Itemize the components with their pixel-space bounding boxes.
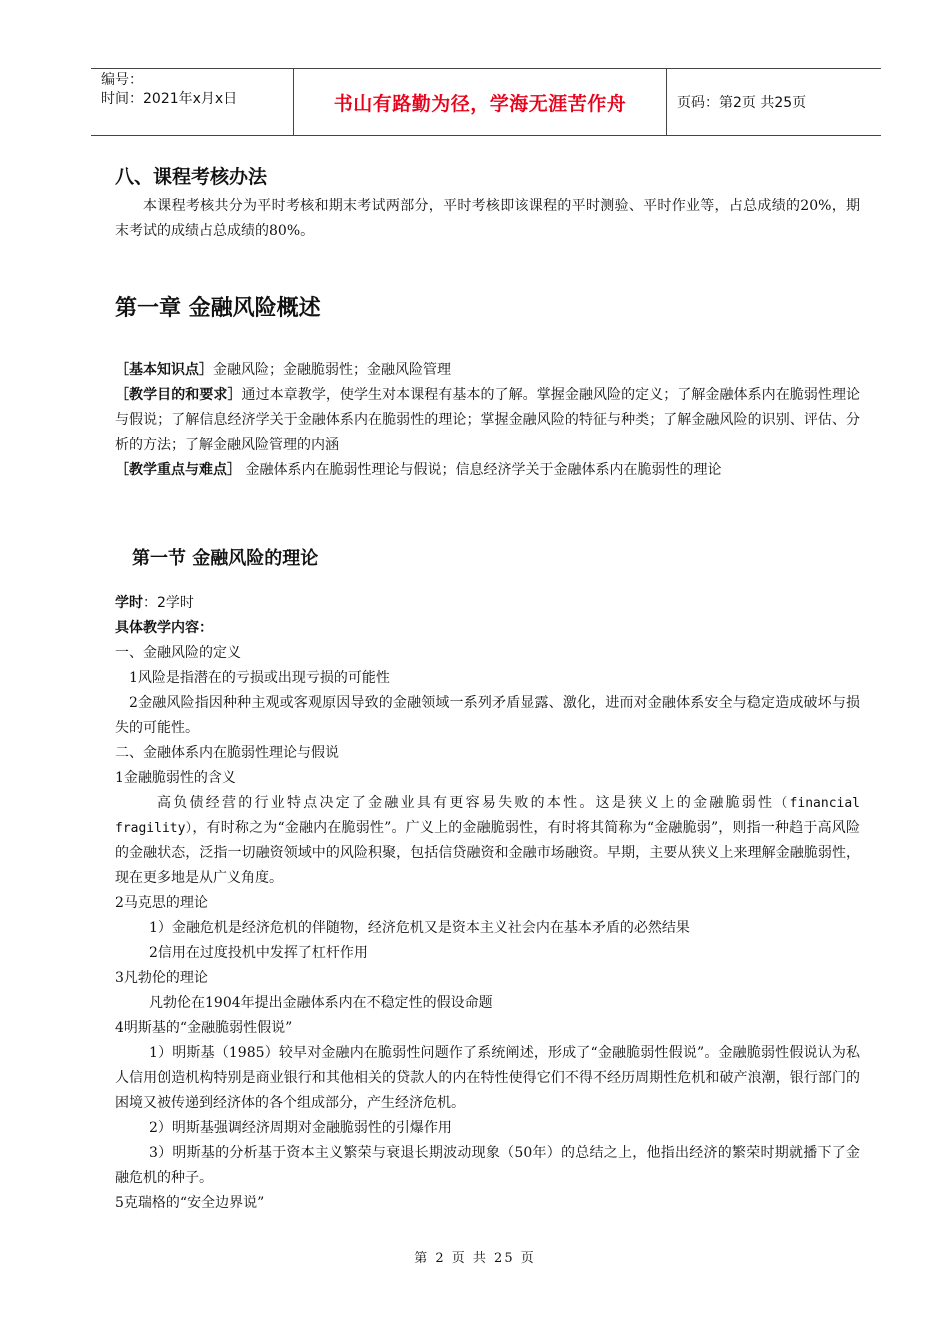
- outline-line: 二、金融体系内在脆弱性理论与假说: [115, 745, 339, 761]
- outline-line: 1金融脆弱性的含义: [115, 770, 236, 786]
- outline-line: 3）明斯基的分析基于资本主义繁荣与衰退长期波动现象（50年）的总结之上，他指出经济的繁荣时期就播下了金融危机的种子。: [115, 1145, 860, 1186]
- hours-label: 学时: [115, 595, 143, 611]
- page-header: [91, 68, 881, 136]
- outline-line: 2马克思的理论: [115, 895, 208, 911]
- goals-label: ［教学目的和要求］: [115, 387, 242, 403]
- chapter-title: 第一章 金融风险概述: [115, 296, 321, 321]
- knowledge-points: [115, 358, 860, 383]
- outline-line: 4明斯基的“金融脆弱性假说”: [115, 1020, 293, 1036]
- knowledge-label: ［基本知识点］: [115, 362, 213, 378]
- fragility-paragraph: [115, 791, 860, 891]
- header-page-info: 页码：第2页 共25页: [677, 95, 807, 111]
- outline-line: 1）金融危机是经济危机的伴随物，经济危机又是资本主义社会内在基本矛盾的必然结果: [149, 920, 690, 936]
- outline-line: 5克瑞格的“安全边界说”: [115, 1195, 265, 1211]
- fragility-text-c: ，有时称之为“金融内在脆弱性”。广义上的金融脆弱性，有时将其简称为“金融脆弱”，则指一种趋于高风险的金融状态，泛指一切融资领域中的风险积聚，包括信贷融资和金融市场融资。早期，主要从狭义上来理解金融脆弱性，现在更多地是从广义角度。: [115, 820, 860, 886]
- class-hours: [115, 591, 860, 616]
- outline-line: 一、金融风险的定义: [115, 645, 241, 661]
- fragility-text-a: 高负债经营的行业特点决定了金融业具有更容易失败的本性。这是狭义上的金融脆弱性: [157, 795, 775, 811]
- section-heading-assessment: 八、课程考核办法: [115, 166, 268, 188]
- key-points: [115, 458, 860, 483]
- assessment-paragraph: 本课程考核共分为平时考核和期末考试两部分，平时考核即该课程的平时测验、平时作业等，占总成绩的20%，期末考试的成绩占总成绩的80%。: [115, 198, 860, 239]
- fragility-term: （financial fragility）: [115, 796, 860, 836]
- hours-text: ：2学时: [143, 595, 194, 611]
- outline-line: 凡勃伦在1904年提出金融体系内在不稳定性的假设命题: [149, 995, 493, 1011]
- outline-line: 2）明斯基强调经济周期对金融脆弱性的引爆作用: [149, 1120, 452, 1136]
- header-meta: [91, 69, 293, 135]
- document-time-label: 时间：2021年x月x日: [101, 91, 238, 107]
- document-number-label: 编号：: [101, 72, 143, 88]
- goals-text: 通过本章教学，使学生对本课程有基本的了解。掌握金融风险的定义；了解金融体系内在脆弱性理论与假说；了解信息经济学关于金融体系内在脆弱性的理论；掌握金融风险的特征与种类；了解金融风险的识别、评估、分析的方法；了解金融风险管理的内涵: [115, 387, 861, 453]
- minsky-paragraph: 1）明斯基（1985）较早对金融内在脆弱性问题作了系统阐述，形成了“金融脆弱性假说”。金融脆弱性假说认为私人信用创造机构特别是商业银行和其他相关的贷款人的内在特性使得它们不得不经历周期性危机和破产浪潮，银行部门的困境又被传递到经济体的各个组成部分，产生经济危机。: [115, 1045, 860, 1111]
- key-label: ［教学重点与难点］: [115, 462, 241, 478]
- content-label: 具体教学内容：: [115, 620, 213, 636]
- document-body: [115, 160, 860, 1216]
- knowledge-text: 金融风险；金融脆弱性；金融风险管理: [213, 362, 451, 378]
- key-text: 金融体系内在脆弱性理论与假说；信息经济学关于金融体系内在脆弱性的理论: [241, 462, 722, 478]
- outline-line: 3凡勃伦的理论: [115, 970, 208, 986]
- section-title: 第一节 金融风险的理论: [132, 548, 319, 569]
- page-footer: 第 2 页 共 25 页: [414, 1251, 536, 1266]
- outline-line: 2信用在过度投机中发挥了杠杆作用: [149, 945, 368, 961]
- outline-line: 2金融风险指因种种主观或客观原因导致的金融领域一系列矛盾显露、激化，进而对金融体系安全与稳定造成破坏与损失的可能性。: [115, 695, 860, 736]
- teaching-goals: [115, 383, 860, 458]
- header-motto: 书山有路勤为径，学海无涯苦作舟: [293, 69, 667, 135]
- outline-line: 1风险是指潜在的亏损或出现亏损的可能性: [129, 670, 390, 686]
